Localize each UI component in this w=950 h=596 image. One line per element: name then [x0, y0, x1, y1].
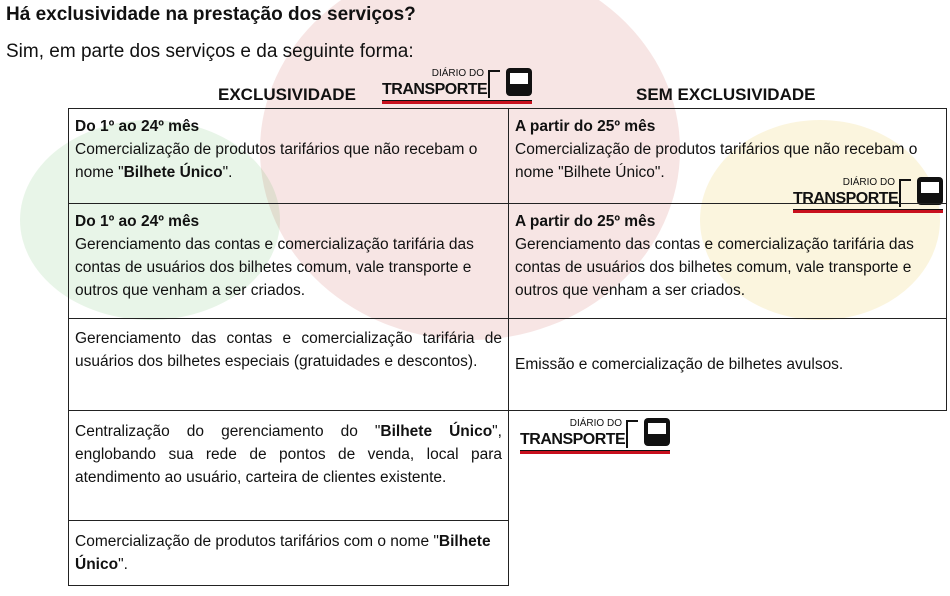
diario-transporte-logo: DIÁRIO DO TRANSPORTE	[382, 68, 532, 104]
table-cell: A partir do 25º mês Comercialização de produtos tarifários que não recebam o nome "Bilhete Único".	[508, 108, 947, 204]
diario-transporte-logo: DIÁRIO DO TRANSPORTE	[520, 418, 670, 454]
table-cell: Gerenciamento das contas e comercialização tarifária de usuários dos bilhetes especiais (gratuidades e descontos).	[68, 318, 509, 411]
diario-transporte-logo: DIÁRIO DO TRANSPORTE	[793, 177, 943, 213]
header-exclusive: EXCLUSIVIDADE	[218, 85, 356, 104]
header-non-exclusive: SEM EXCLUSIVIDADE	[636, 85, 816, 104]
bus-icon	[644, 418, 670, 446]
question-heading: Há exclusividade na prestação dos serviços?	[6, 4, 416, 25]
bus-icon	[506, 68, 532, 96]
table-cell: Emissão e comercialização de bilhetes avulsos.	[508, 318, 947, 411]
answer-text: Sim, em parte dos serviços e da seguinte forma:	[6, 41, 414, 62]
table-cell: Do 1º ao 24º mês Comercialização de produtos tarifários que não recebam o nome "Bilhete Único".	[68, 108, 509, 204]
table-cell: Centralização do gerenciamento do "Bilhete Único", englobando sua rede de pontos de venda, local para atendimento ao usuário, carteira de clientes existente.	[68, 410, 509, 521]
table-cell: A partir do 25º mês Gerenciamento das contas e comercialização tarifária das contas de usuários dos bilhetes comum, vale transporte e outros que venham a ser criados.	[508, 203, 947, 319]
table-cell: Comercialização de produtos tarifários com o nome "Bilhete Único".	[68, 520, 509, 586]
table-cell: Do 1º ao 24º mês Gerenciamento das contas e comercialização tarifária das contas de usuários dos bilhetes comum, vale transporte e outros que venham a ser criados.	[68, 203, 509, 319]
